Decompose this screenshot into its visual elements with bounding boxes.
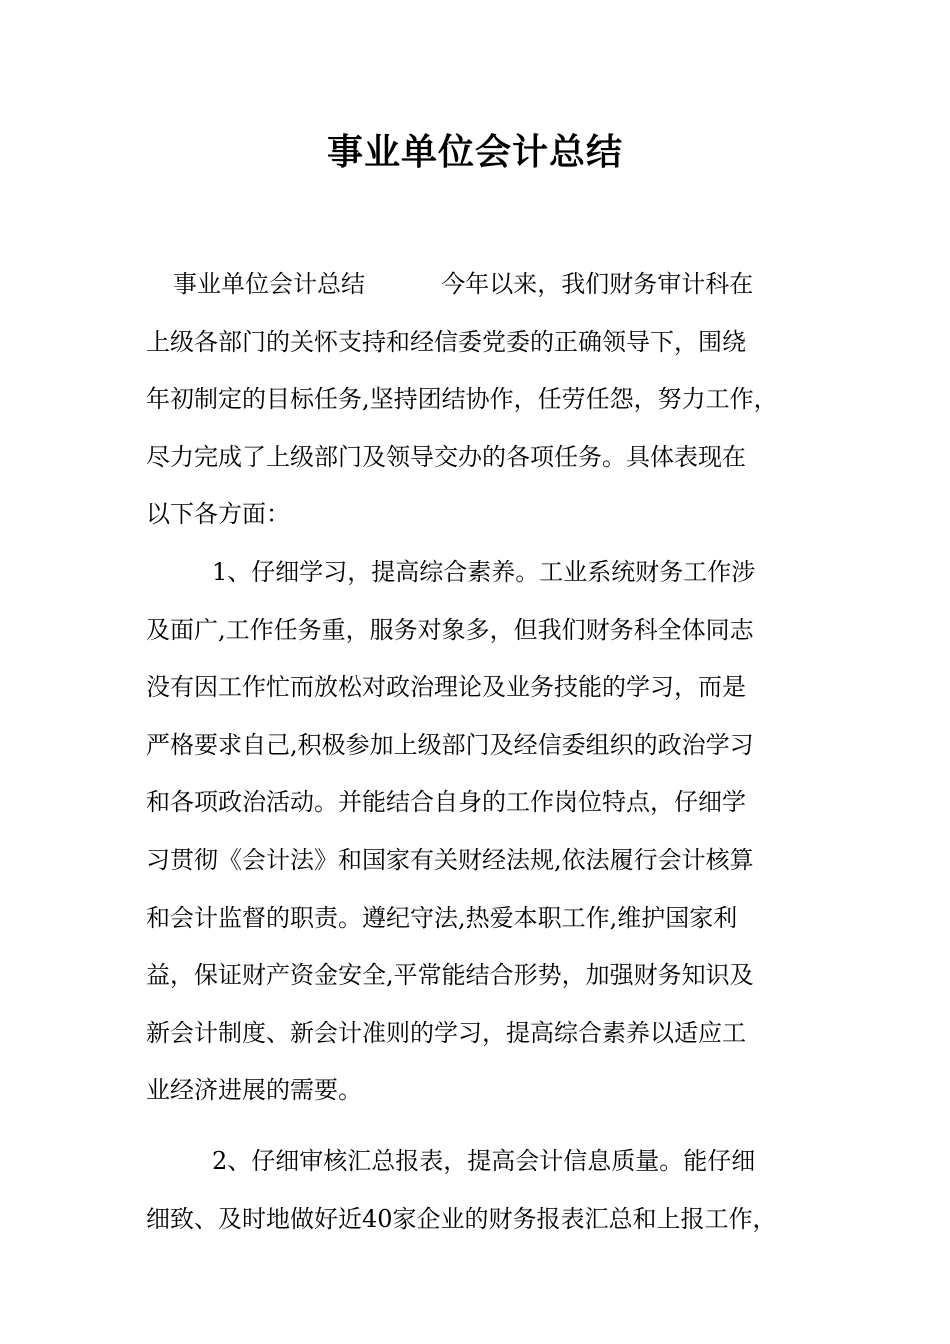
text-line: 没有因工作忙而放松对政治理论及业务技能的学习，而是: [146, 673, 746, 702]
paragraph-gap: [146, 1120, 810, 1133]
text-line: 事业单位会计总结 今年以来，我们财务审计科在: [173, 270, 754, 298]
text-line: 益，保证财产资金安全,平常能结合形势，加强财务知识及: [146, 961, 754, 990]
text-line: 1、仔细学习，提高综合素养。工业系统财务工作涉: [212, 557, 756, 586]
text-line: 习贯彻《会计法》和国家有关财经法规,依法履行会计核算: [146, 845, 754, 874]
text-line: 尽力完成了上级部门及领导交办的各项任务。具体表现在: [146, 442, 746, 471]
text-line: 年初制定的目标任务,坚持团结协作，任劳任怨，努力工作，: [146, 385, 778, 414]
text-line: 细致、及时地做好近40家企业的财务报表汇总和上报工作，: [146, 1204, 777, 1233]
document-title: 事业单位会计总结: [326, 131, 623, 173]
text-line: 业经济进展的需要。: [146, 1076, 362, 1105]
text-line: 2、仔细审核汇总报表，提高会计信息质量。能仔细: [212, 1146, 756, 1175]
text-line: 严格要求自己,积极参加上级部门及经信委组织的政治学习: [146, 730, 754, 759]
document-body: [146, 256, 810, 1248]
text-line: 新会计制度、新会计准则的学习，提高综合素养以适应工: [146, 1018, 746, 1047]
text-line: 和会计监督的职责。遵纪守法,热爱本职工作,维护国家利: [146, 903, 738, 932]
text-line: 上级各部门的关怀支持和经信委党委的正确领导下，围绕: [146, 327, 746, 356]
text-line: 以下各方面：: [146, 500, 290, 529]
text-line: 及面广,工作任务重，服务对象多，但我们财务科全体同志: [146, 615, 754, 644]
text-line: 和各项政治活动。并能结合自身的工作岗位特点，仔细学: [146, 788, 746, 817]
